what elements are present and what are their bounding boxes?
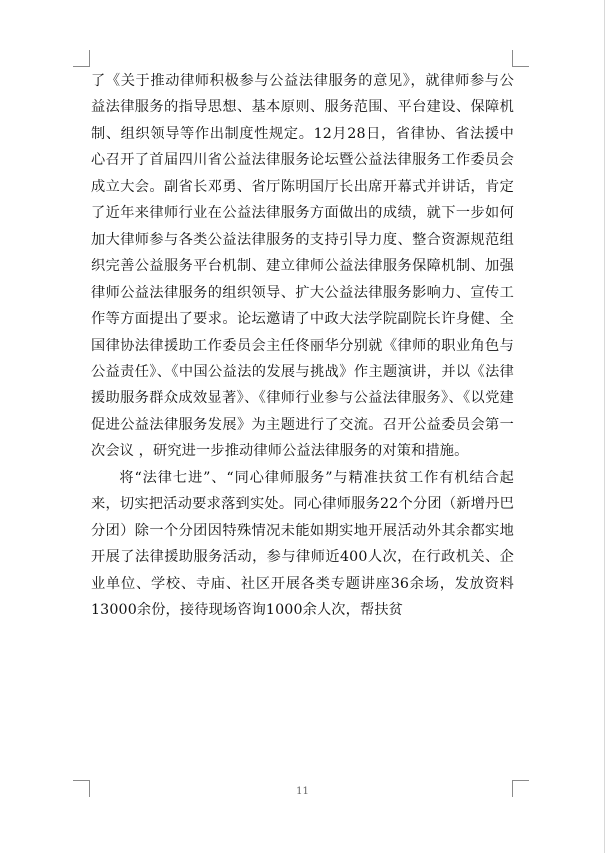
page-number: 11 xyxy=(296,786,309,797)
crop-mark-top-left xyxy=(73,50,90,67)
body-text xyxy=(91,68,514,624)
crop-mark-top-right xyxy=(512,50,529,67)
paragraph: 将“法律七进”、“同心律师服务”与精准扶贫工作有机结合起来，切实把活动要求落到实处。同心律师服务22个分团（新增丹巴分团）除一个分团因特殊情况未能如期实地开展活动外其余都实地开展了法律援助服务活动，参与律师近400人次，在行政机关、企业单位、学校、寺庙、社区开展各类专题讲座36余场，发放资料13000余份，接待现场咨询1000余人次，帮扶贫 xyxy=(91,469,514,619)
paragraph: 了《关于推动律师积极参与公益法律服务的意见》，就律师参与公益法律服务的指导思想、基本原则、服务范围、平台建设、保障机制、组织领导等作出制度性规定。12月28日，省律协、省法援中心召开了首届四川省公益法律服务论坛暨公益法律服务工作委员会成立大会。副省长邓勇、省厅陈明国厅长出席开幕式并讲话，肯定了近年来律师行业在公益法律服务方面做出的成绩，就下一步如何加大律师参与各类公益法律服务的支持引导力度、整合资源规范组织完善公益服务平台机制、建立律师公益法律服务保障机制、加强律师公益法律服务的组织领导、扩大公益法律服务影响力、宣传工作等方面提出了要求。论坛邀请了中政大法学院副院长许身健、全国律协法律援助工作委员会主任佟丽华分别就《律师的职业角色与公益责任》、《中国公益法的发展与挑战》作主题演讲，并以《法律援助服务群众成效显著》、《律师行业参与公益法律服务》、《以党建促进公益法律服务发展》为主题进行了交流。召开公益委员会第一次会议 ，研究进一步推动律师公益法律服务的对策和措施。 xyxy=(91,73,514,460)
